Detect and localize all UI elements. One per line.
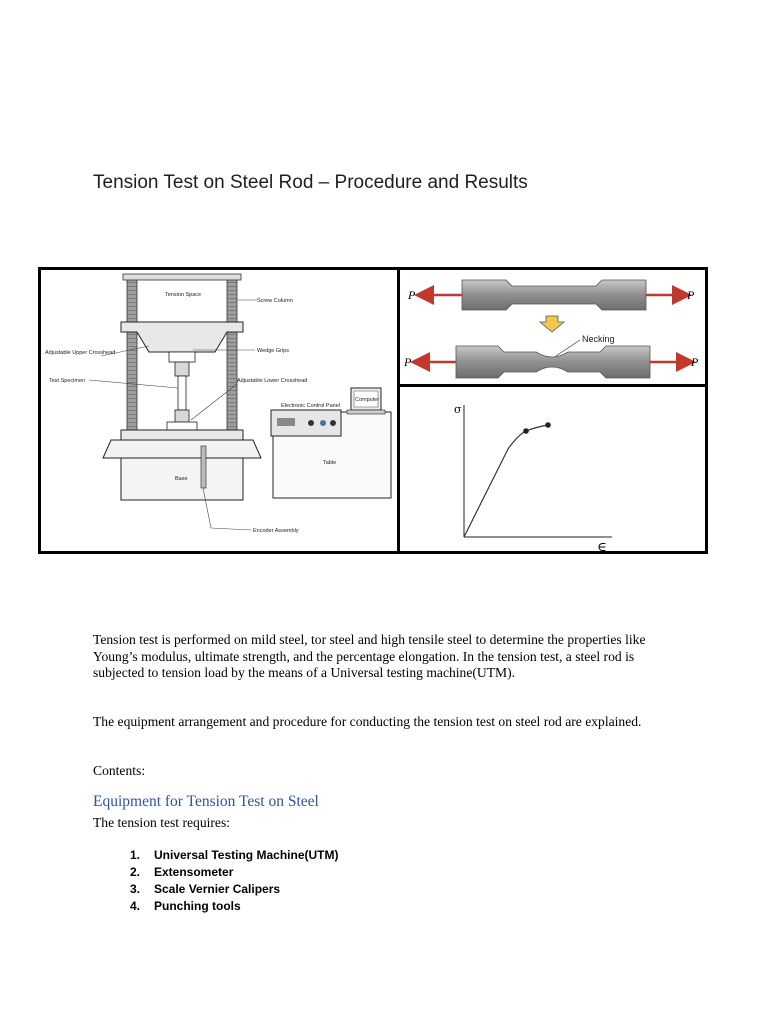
label-encoder-assembly: Encoder Assembly <box>253 528 299 534</box>
list-number: 4. <box>130 899 141 913</box>
list-number: 3. <box>130 882 141 896</box>
y-axis-label: σ <box>454 403 462 416</box>
test-specimen <box>178 376 186 410</box>
list-text: Extensometer <box>154 865 234 879</box>
explanation-paragraph: The equipment arrangement and procedure for conducting the tension test on steel rod are explained. <box>93 714 642 729</box>
label-upper-crosshead: Adjustable Upper Crosshead <box>45 350 116 356</box>
label-computer: Computer <box>355 397 380 403</box>
necking-label: Necking <box>582 334 615 344</box>
list-number: 2. <box>130 865 141 879</box>
utm-diagram <box>41 270 400 551</box>
ultimate-point <box>523 428 529 434</box>
upper-crosshead <box>121 322 243 352</box>
requirements-list <box>130 847 338 915</box>
list-item <box>130 864 338 881</box>
stress-strain-graph <box>400 387 705 551</box>
fracture-point <box>545 422 551 428</box>
specimen-before <box>462 280 646 310</box>
section-heading: Equipment for Tension Test on Steel <box>93 793 319 810</box>
list-text: Punching tools <box>154 899 241 913</box>
down-arrow-icon <box>540 316 564 332</box>
load-label: P <box>404 355 412 369</box>
intro-paragraph: Tension test is performed on mild steel, tor steel and high tensile steel to determine the properties like Young’s modulus, ultimate strength, and the percentage elongation. In the tension test, a steel rod is subjected to tension load by the means of a Universal testing machine(UTM). <box>93 632 646 681</box>
load-label: P <box>691 355 699 369</box>
label-test-specimen: Test Specimen <box>49 378 86 384</box>
label-wedge-grips: Wedge Grips <box>257 348 289 354</box>
label-control-panel: Electronic Control Panel <box>281 403 341 409</box>
section-intro: The tension test requires: <box>93 815 231 830</box>
list-text: Universal Testing Machine(UTM) <box>154 848 339 862</box>
list-item <box>130 881 338 898</box>
specimen-necking-diagram <box>400 270 705 387</box>
label-lower-crosshead: Adjustable Lower Crosshead <box>237 378 308 384</box>
lower-crosshead <box>121 430 243 440</box>
label-tension-space: Tension Space <box>165 292 202 298</box>
stress-strain-curve <box>464 425 548 537</box>
load-label: P <box>687 288 695 302</box>
page-title: Tension Test on Steel Rod – Procedure and Results <box>93 172 528 193</box>
list-text: Scale Vernier Calipers <box>154 882 281 896</box>
tension-test-figure <box>38 267 708 554</box>
list-item <box>130 847 338 864</box>
list-item <box>130 898 338 915</box>
load-label: P <box>408 288 416 302</box>
label-base: Base <box>175 476 188 482</box>
list-number: 1. <box>130 848 141 862</box>
label-screw-column: Screw Column <box>257 298 293 304</box>
x-axis-label: ∈ <box>597 540 607 551</box>
specimen-after <box>456 346 650 378</box>
contents-label: Contents: <box>93 763 146 778</box>
label-table: Table <box>323 460 337 466</box>
